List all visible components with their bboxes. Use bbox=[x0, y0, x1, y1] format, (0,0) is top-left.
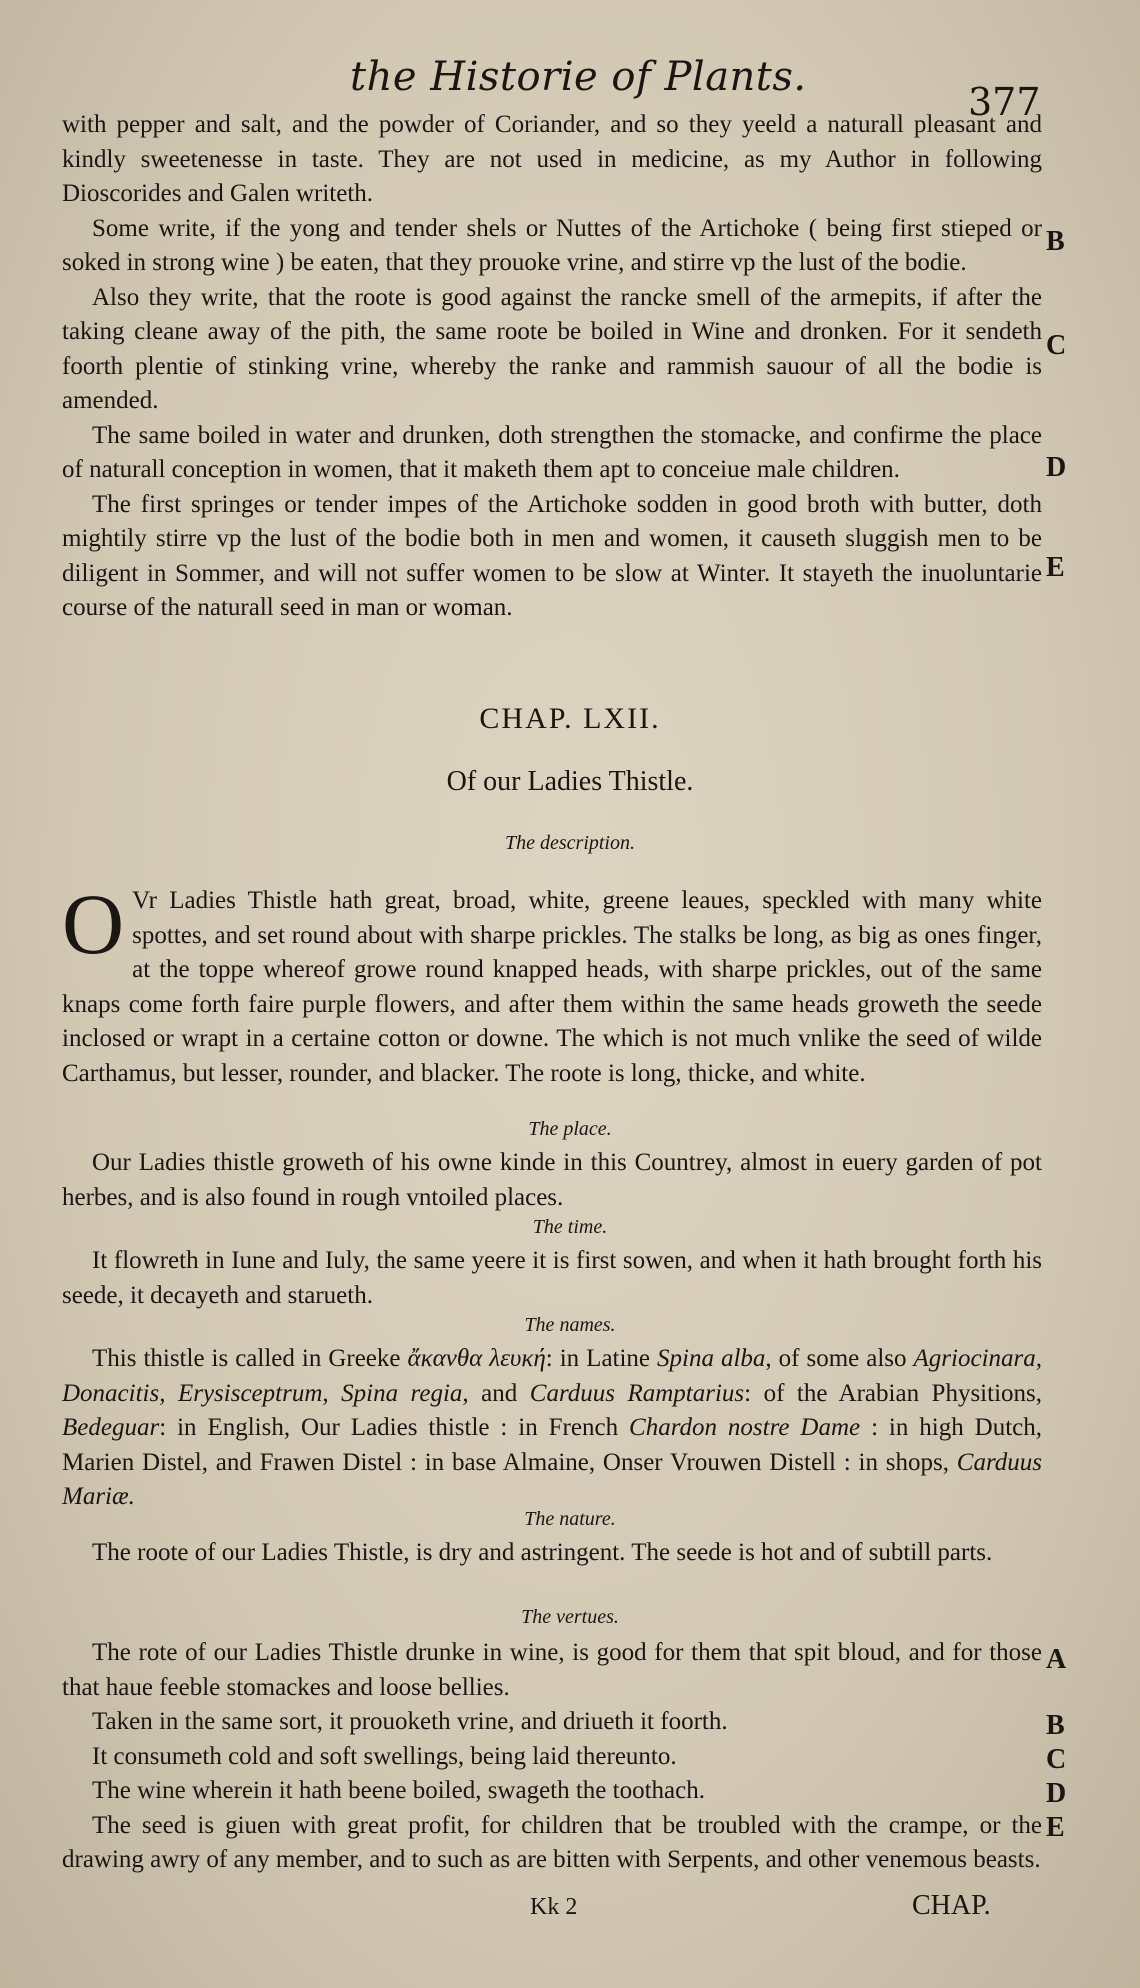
heading-description: The description. bbox=[505, 832, 635, 854]
paragraph: Taken in the same sort, it prouoketh vrine, and driueth it foorth. bbox=[92, 1708, 728, 1735]
heading-nature: The nature. bbox=[524, 1508, 616, 1530]
latin-name: Bedeguar bbox=[62, 1414, 160, 1441]
names-part: : in English, Our Ladies thistle : in French bbox=[159, 1414, 619, 1441]
heading-place: The place. bbox=[528, 1118, 612, 1140]
paragraph: The same boiled in water and drunken, doth strengthen the stomacke, and confirme the place of naturall conception in women, that it maketh them apt to conceiue male children. bbox=[62, 421, 1042, 483]
margin-letter-e: E bbox=[1046, 1812, 1065, 1843]
margin-letter-b: B bbox=[1046, 226, 1065, 257]
margin-letter-d: D bbox=[1046, 1778, 1067, 1809]
description-body: Vr Ladies Thistle hath great, broad, white, greene leaues, speckled with many white spottes, and set round about with sharpe prickles. The stalks be long, as big as ones finger, at the toppe whereof growe round knapped heads, with sharpe prickles, out of the same knaps come forth faire purple flowers, and after them within the same heads groweth the seede inclosed or wrapt in a certaine cotton or downe. The which is not much vnlike the seed of wilde Carthamus, but lesser, rounder, and blacker. The roote is long, thicke, and white. bbox=[62, 887, 1042, 1087]
paragraph: The seed is giuen with great profit, for children that be troubled with the crampe, or the drawing awry of any member, and to such as are bitten with Serpents, and other venemous beasts. bbox=[62, 1811, 1042, 1873]
paragraph: The roote of our Ladies Thistle, is dry and astringent. The seede is hot and of subtill parts. bbox=[92, 1539, 993, 1566]
greek-name: ἄκανθα λευκή bbox=[407, 1345, 546, 1372]
paragraph: Our Ladies thistle groweth of his owne kinde in this Countrey, almost in euery garden of pot herbes, and is also found in rough vntoiled places. bbox=[62, 1149, 1042, 1211]
description-text bbox=[62, 876, 1042, 1091]
running-title: the Historie of Plants. bbox=[350, 54, 807, 100]
latin-name: Agriocinara, Donacitis, Erysisceptrum, Spina regia, bbox=[62, 1345, 1042, 1407]
paragraph: Also they write, that the roote is good against the rancke smell of the armepits, if after the taking cleane away of the pith, the same roote be boiled in Wine and dronken. For it sendeth foorth plentie of stinking vrine, whereby the ranke and rammish sauour of all the bodie is amended. bbox=[62, 283, 1042, 414]
margin-letter-b: B bbox=[1046, 1710, 1065, 1741]
time-text bbox=[62, 1244, 1042, 1313]
paragraph: Some write, if the yong and tender shels or Nuttes of the Artichoke ( being first stieped or soked in strong wine ) be eaten, that they prouoke vrine, and stirre vp the lust of the bodie. bbox=[62, 214, 1042, 276]
text-block-artichoke bbox=[62, 108, 1042, 626]
names-part: : in high Dutch, Marien Distel, and Frawen Distel : in base Almaine, Onser Vrouwen Distell : in shops, bbox=[62, 1414, 1043, 1476]
names-part: , of some also bbox=[765, 1345, 907, 1372]
nature-text bbox=[62, 1536, 1042, 1571]
chapter-title: Of our Ladies Thistle. bbox=[446, 766, 694, 797]
margin-letter-d: D bbox=[1046, 452, 1067, 483]
drop-cap: O bbox=[62, 876, 125, 972]
heading-time: The time. bbox=[532, 1216, 608, 1238]
page-header bbox=[0, 50, 1140, 124]
heading-names: The names. bbox=[524, 1314, 616, 1336]
heading-vertues: The vertues. bbox=[521, 1606, 619, 1628]
margin-letter-a: A bbox=[1046, 1644, 1067, 1675]
paragraph: with pepper and salt, and the powder of Coriander, and so they yeeld a naturall pleasant and kindly sweetenesse in taste. They are not used in medicine, as my Author in following Dioscorides and Galen writeth. bbox=[62, 111, 1042, 207]
paragraph: The wine wherein it hath beene boiled, swageth the toothach. bbox=[92, 1777, 705, 1804]
names-part: : of the Arabian Physitions, bbox=[744, 1379, 1043, 1407]
names-part: : in Latine bbox=[545, 1345, 651, 1372]
place-text bbox=[62, 1146, 1042, 1215]
page-number: 377 bbox=[968, 80, 1041, 124]
margin-letter-c: C bbox=[1046, 1744, 1067, 1775]
chapter-label: CHAP. LXII. bbox=[479, 702, 661, 735]
latin-name: Carduus Ramptarius bbox=[529, 1379, 745, 1407]
paragraph: It consumeth cold and soft swellings, being laid thereunto. bbox=[92, 1742, 677, 1770]
latin-name: Spina alba bbox=[657, 1345, 766, 1372]
paragraph: It flowreth in Iune and Iuly, the same yeere it is first sowen, and when it hath brought forth his seede, it decayeth and starueth. bbox=[62, 1247, 1042, 1309]
names-text bbox=[62, 1342, 1042, 1515]
latin-name: Carduus Mariæ. bbox=[62, 1448, 1043, 1510]
signature-mark: Kk 2 bbox=[530, 1894, 578, 1920]
margin-letter-e: E bbox=[1046, 552, 1065, 583]
names-part: and bbox=[481, 1379, 518, 1407]
french-name: Chardon nostre Dame bbox=[629, 1414, 861, 1441]
vertues-text bbox=[62, 1636, 1042, 1878]
paragraph: The first springes or tender impes of the Artichoke sodden in good broth with butter, doth mightily stirre vp the lust of the bodie both in men and women, it causeth sluggish men to be diligent in Sommer, and will not suffer women to be slow at Winter. It stayeth the inuoluntarie course of the naturall seed in man or woman. bbox=[62, 490, 1042, 621]
margin-letter-c: C bbox=[1046, 330, 1067, 361]
paragraph: The rote of our Ladies Thistle drunke in wine, is good for them that spit bloud, and for those that haue feeble stomackes and loose bellies. bbox=[62, 1639, 1042, 1701]
names-part: This thistle is called in Greeke bbox=[92, 1345, 401, 1372]
catchword: CHAP. bbox=[912, 1890, 991, 1921]
